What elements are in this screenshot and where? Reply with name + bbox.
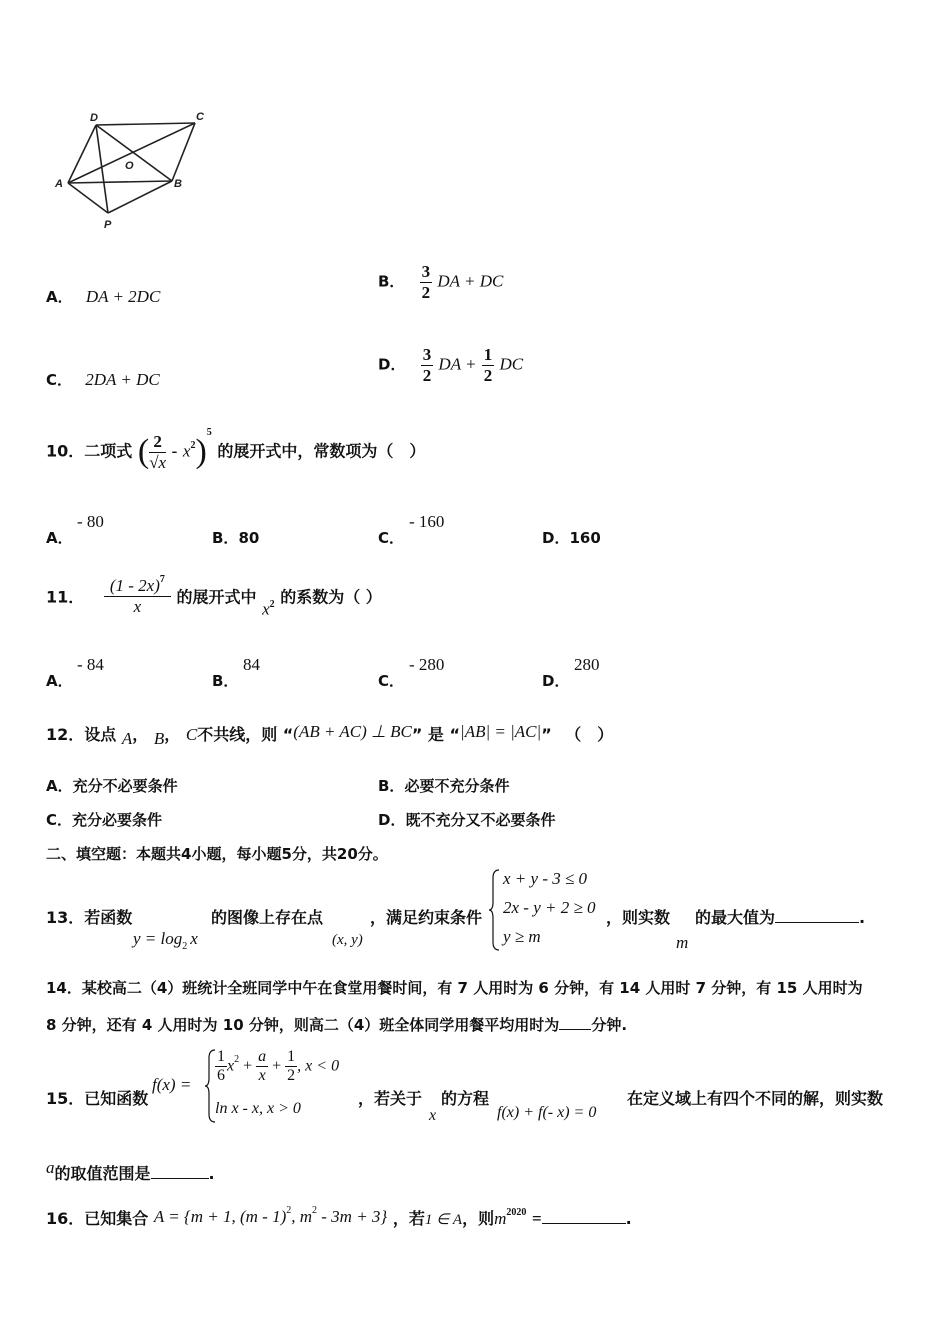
q13-t4: ，则实数: [606, 908, 671, 927]
q16-power-exp: 2020: [506, 1207, 527, 1218]
q9-option-b: [378, 262, 503, 302]
q15-t3: 的方程: [441, 1089, 490, 1108]
label-D: D: [90, 112, 98, 124]
q15-equation: f(x) + f(- x) = 0: [497, 1104, 597, 1121]
func-var: x: [190, 929, 198, 948]
q16-end: .: [625, 1209, 632, 1228]
label-C: C: [196, 111, 204, 123]
condition-1: (AB + AC) ⊥ BC: [293, 722, 412, 741]
q16-eq: =: [531, 1209, 542, 1228]
minus-sign: -: [171, 441, 178, 461]
p1-f: a: [256, 1048, 268, 1067]
constraint-1: x + y - 3 ≤ 0: [503, 869, 588, 888]
q15-line2-text: 的取值范围是: [54, 1164, 151, 1183]
point-b: B: [153, 729, 165, 748]
q16-power: m: [494, 1209, 507, 1228]
q15-t2: ，若关于: [358, 1089, 423, 1108]
coef-fraction: [421, 345, 434, 385]
q11-option-a-value: - 84: [77, 655, 104, 674]
q12-option-a: [46, 775, 178, 796]
q13-var: m: [676, 933, 689, 952]
q12-option-c: [46, 809, 162, 830]
num-exp: 7: [159, 574, 165, 585]
option-value: 160: [569, 529, 601, 547]
option-expr: 2DA + DC: [85, 370, 160, 389]
q12-mid: 不共线，则: [197, 725, 278, 744]
p1-j: 2: [287, 1067, 296, 1085]
option-expr: DA + 2DC: [85, 287, 161, 306]
question-number: 12．: [46, 725, 85, 744]
coef2-den: 2: [483, 365, 493, 385]
option-letter: A．: [46, 288, 73, 306]
sep-2: ，: [164, 725, 181, 744]
set-rest: , m: [291, 1207, 313, 1226]
frac-num: [104, 576, 171, 597]
option-letter: D．: [542, 529, 570, 547]
q11-option-c: [378, 670, 404, 691]
open-quote-1: “: [282, 725, 294, 744]
option-letter: D．: [542, 672, 570, 690]
option-letter: A．: [46, 672, 73, 690]
q10-option-b: [212, 527, 259, 548]
q16-stem: [46, 1206, 632, 1229]
option-text: 充分不必要条件: [72, 777, 178, 795]
option-letter: C．: [378, 672, 405, 690]
edge-DA: [68, 125, 96, 183]
q12-option-d: [378, 809, 555, 830]
q10-option-c-value: - 160: [409, 512, 445, 531]
q11-var-exp: 2: [269, 598, 275, 610]
option-letter: C．: [46, 811, 73, 829]
frac-den: √x: [149, 452, 167, 472]
q15-end: .: [208, 1164, 215, 1183]
q15-var: x: [429, 1107, 437, 1124]
q14-line-2-a: 8 分钟，还有 4 人用时为 10 分钟，则高二（4）班全体同学用餐平均用时为: [46, 1016, 560, 1034]
q11-option-c-value: - 280: [409, 655, 445, 674]
q12-option-b: [378, 775, 509, 796]
section-title: 二、填空题：本题共4小题，每小题5分，共20分。: [46, 845, 388, 863]
q15-lead: [46, 1086, 148, 1109]
option-expr: DA + DC: [437, 271, 504, 291]
option-expr-mid: DA +: [438, 354, 477, 374]
frac-num: 2: [149, 432, 166, 453]
q11-stem: [46, 576, 382, 620]
q12-is: 是: [427, 725, 444, 744]
coef2-num: 1: [483, 345, 493, 364]
point-a: A: [121, 729, 133, 748]
diag-AC: [68, 123, 195, 183]
q10-stem: [46, 426, 426, 472]
q16-lead: 已知集合: [84, 1209, 149, 1228]
label-B: B: [174, 178, 182, 190]
q11-option-d: [542, 670, 569, 691]
q13-t5-text: 的最大值为: [695, 908, 776, 927]
answer-blank[interactable]: [542, 1222, 626, 1224]
close-quote-2: ”: [541, 725, 552, 744]
set-exp2: 2: [312, 1205, 318, 1216]
q9-option-a: [46, 286, 160, 307]
p1-i: 1: [285, 1048, 297, 1067]
p1-d: 2: [234, 1053, 240, 1065]
constraint-3: y ≥ m: [503, 927, 541, 946]
q11-var: x: [262, 599, 270, 619]
coef-den: 2: [421, 282, 431, 302]
q10-lead: 二项式: [84, 441, 133, 461]
q10-option-d: [542, 527, 601, 548]
q9-option-d: [378, 345, 523, 385]
piece1-frac-3: [285, 1048, 297, 1086]
question-number: 16．: [46, 1209, 85, 1228]
constraint-2: 2x - y + 2 ≥ 0: [503, 898, 596, 917]
q10-tail: 的展开式中，常数项为（ ）: [217, 441, 426, 461]
option-text: 既不充分又不必要条件: [405, 811, 556, 829]
q14-line-2: [46, 1014, 627, 1035]
piece1-frac-1: [215, 1048, 227, 1086]
option-letter: B．: [378, 777, 405, 795]
q13-t2: 的图像上存在点: [211, 908, 324, 927]
answer-blank[interactable]: [775, 921, 859, 923]
q13-function: [133, 929, 198, 952]
coef-num: 3: [422, 345, 432, 364]
q11-option-d-value: 280: [574, 655, 600, 674]
right-paren: ): [195, 433, 207, 471]
geometry-figure: [50, 105, 220, 235]
diag-DB: [96, 125, 172, 181]
piece1-frac-2: [256, 1048, 268, 1086]
q13-end: .: [859, 908, 866, 927]
edge-AP: [68, 183, 108, 213]
q15-fx: f(x) =: [152, 1075, 192, 1094]
option-value: 80: [238, 529, 260, 547]
q11-option-a: [46, 670, 73, 691]
p1-c: x: [227, 1057, 235, 1075]
sep-1: ，: [132, 725, 149, 744]
q15-line-2: [46, 1158, 215, 1184]
q15-line2-var: a: [46, 1158, 55, 1177]
q13-t5: [695, 905, 865, 928]
q12-lead: 设点: [84, 725, 117, 744]
point-c: C: [185, 725, 198, 744]
q16-t3: ，则: [462, 1209, 495, 1228]
func-sub: 2: [182, 941, 188, 952]
q11-option-b: [212, 670, 238, 691]
option-expr-end: DC: [499, 354, 524, 374]
q14-line-1: 14．某校高二（4）班统计全班同学中午在食堂用餐时间，有 7 人用时为 6 分钟，有 14 人用时 7 分钟，有 15 人用时为: [46, 979, 863, 997]
q15-piece-2: ln x - x, x > 0: [215, 1100, 301, 1117]
answer-blank[interactable]: [151, 1177, 209, 1179]
coef2-fraction: [482, 345, 495, 385]
q10-option-a-value: - 80: [77, 512, 104, 531]
option-text: 充分必要条件: [72, 811, 163, 829]
label-A: A: [55, 178, 63, 190]
option-letter: C．: [378, 529, 405, 547]
q15-lead-text: 已知函数: [84, 1089, 149, 1108]
option-letter: A．: [46, 529, 73, 547]
q14-line-2-b: 分钟.: [591, 1016, 628, 1034]
open-quote-2: “: [449, 725, 461, 744]
option-letter: B．: [212, 672, 239, 690]
q16-t2: ，若: [392, 1209, 425, 1228]
q10-fraction: [149, 432, 166, 472]
option-letter: A．: [46, 777, 73, 795]
question-number: 11．: [46, 587, 85, 607]
q10-option-c: [378, 527, 404, 548]
edge-DC: [96, 123, 195, 125]
question-number: 10．: [46, 441, 85, 461]
q13-t3: ，满足约束条件: [370, 908, 483, 927]
power: 5: [206, 426, 212, 438]
q15-t4: 在定义域上有四个不同的解，则实数: [627, 1089, 884, 1108]
q9-option-c: [46, 369, 160, 390]
option-letter: B．: [212, 529, 239, 547]
q13-t1: 若函数: [84, 908, 133, 927]
answer-blank[interactable]: [559, 1028, 591, 1030]
q13-point: (x, y): [332, 932, 363, 948]
q11-option-b-value: 84: [243, 655, 260, 674]
q10-option-a: [46, 527, 73, 548]
close-quote-1: ”: [411, 725, 423, 744]
p1-e: +: [243, 1057, 253, 1075]
p1-b: 6: [217, 1067, 225, 1085]
set-end: - 3m + 3}: [317, 1207, 388, 1226]
set-start: A = {m + 1, (m - 1): [153, 1207, 287, 1226]
coef-num: 3: [421, 262, 431, 281]
q11-tail: 的系数为（ ）: [280, 587, 382, 607]
edge-AB: [68, 181, 172, 183]
term-var: x: [182, 441, 191, 461]
q11-fraction: [104, 576, 171, 616]
edge-BP: [108, 181, 172, 213]
q15-piece-1: [215, 1048, 339, 1086]
coef-den: 2: [422, 365, 432, 385]
option-letter: D．: [378, 355, 406, 374]
p1-h: +: [272, 1057, 282, 1075]
term-exp: 2: [190, 439, 196, 451]
p1-g: x: [258, 1067, 266, 1085]
q13-text-1: [46, 905, 132, 928]
option-letter: B．: [378, 272, 405, 291]
q16-cond: 1 ∈ A: [424, 1212, 463, 1228]
label-P: P: [104, 219, 112, 231]
option-letter: D．: [378, 811, 406, 829]
condition-2: |AB| = |AC|: [460, 722, 542, 741]
q12-stem: [46, 722, 613, 749]
func-text: y = log: [133, 929, 183, 948]
label-O: O: [125, 160, 134, 172]
question-number: 15．: [46, 1089, 85, 1108]
frac-den: x: [133, 596, 142, 616]
left-paren: (: [137, 433, 150, 471]
question-number: 13．: [46, 908, 85, 927]
option-letter: C．: [46, 371, 73, 389]
p1-k: , x < 0: [297, 1057, 340, 1075]
option-text: 必要不充分条件: [404, 777, 510, 795]
coef-fraction: [420, 262, 433, 302]
p1-a: 1: [215, 1048, 227, 1067]
set-exp: 2: [286, 1205, 292, 1216]
frac-num-text: (1 - 2x): [109, 576, 160, 595]
left-brace: [489, 868, 501, 952]
set-expr: [154, 1207, 387, 1226]
q11-mid: 的展开式中: [176, 587, 257, 607]
q12-tail: （ ）: [565, 725, 614, 744]
